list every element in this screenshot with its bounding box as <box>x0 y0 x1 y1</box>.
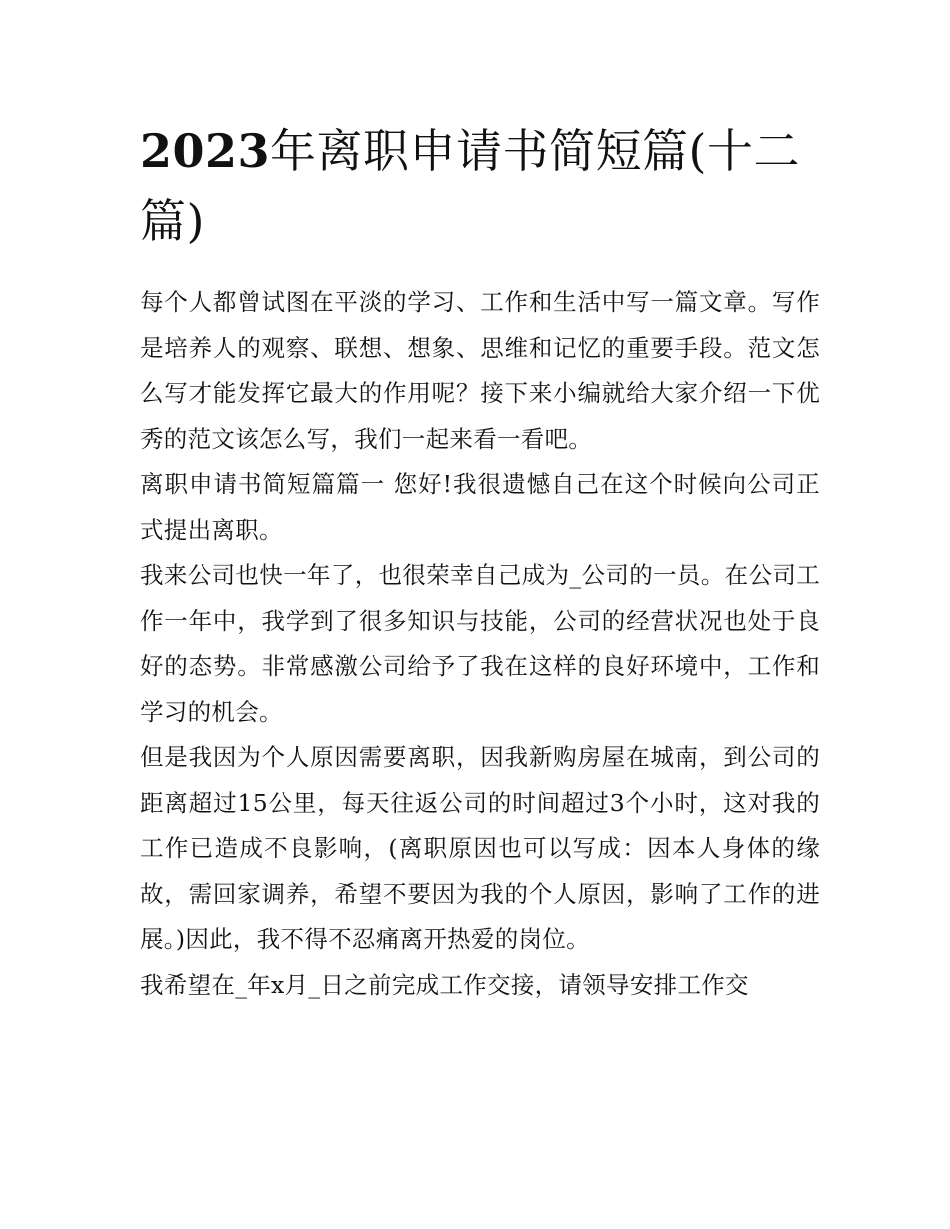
title-text: 年离职申请书简短篇(十二篇) <box>140 124 800 248</box>
letter-gratitude-paragraph: 我来公司也快一年了，也很荣幸自己成为_公司的一员。在公司工作一年中，我学到了很多知识与技能，公司的经营状况也处于良好的态势。非常感激公司给予了我在这样的良好环境中，工作和学习的机会。 <box>140 561 820 726</box>
document-title <box>140 116 820 256</box>
title-year: 2023 <box>140 124 271 178</box>
letter-handover-paragraph: 我希望在_年x月_日之前完成工作交接，请领导安排工作交 <box>140 970 749 999</box>
letter-reason-paragraph: 但是我因为个人原因需要离职，因我新购房屋在城南，到公司的距离超过15公里，每天往返公司的时间超过3个小时，这对我的工作已造成不良影响，(离职原因也可以写成：因本人身体的缘故，需回家调养，希望不要因为我的个人原因，影响了工作的进展。)因此，我不得不忍痛离开热爱的岗位。 <box>140 743 820 953</box>
document-body <box>140 280 820 1008</box>
intro-paragraph: 每个人都曾试图在平淡的学习、工作和生活中写一篇文章。写作是培养人的观察、联想、想象、思维和记忆的重要手段。范文怎么写才能发挥它最大的作用呢？接下来小编就给大家介绍一下优秀的范文该怎么写，我们一起来看一看吧。 <box>140 288 820 453</box>
letter-opening-paragraph: 离职申请书简短篇篇一 您好!我很遗憾自己在这个时候向公司正式提出离职。 <box>140 470 820 544</box>
